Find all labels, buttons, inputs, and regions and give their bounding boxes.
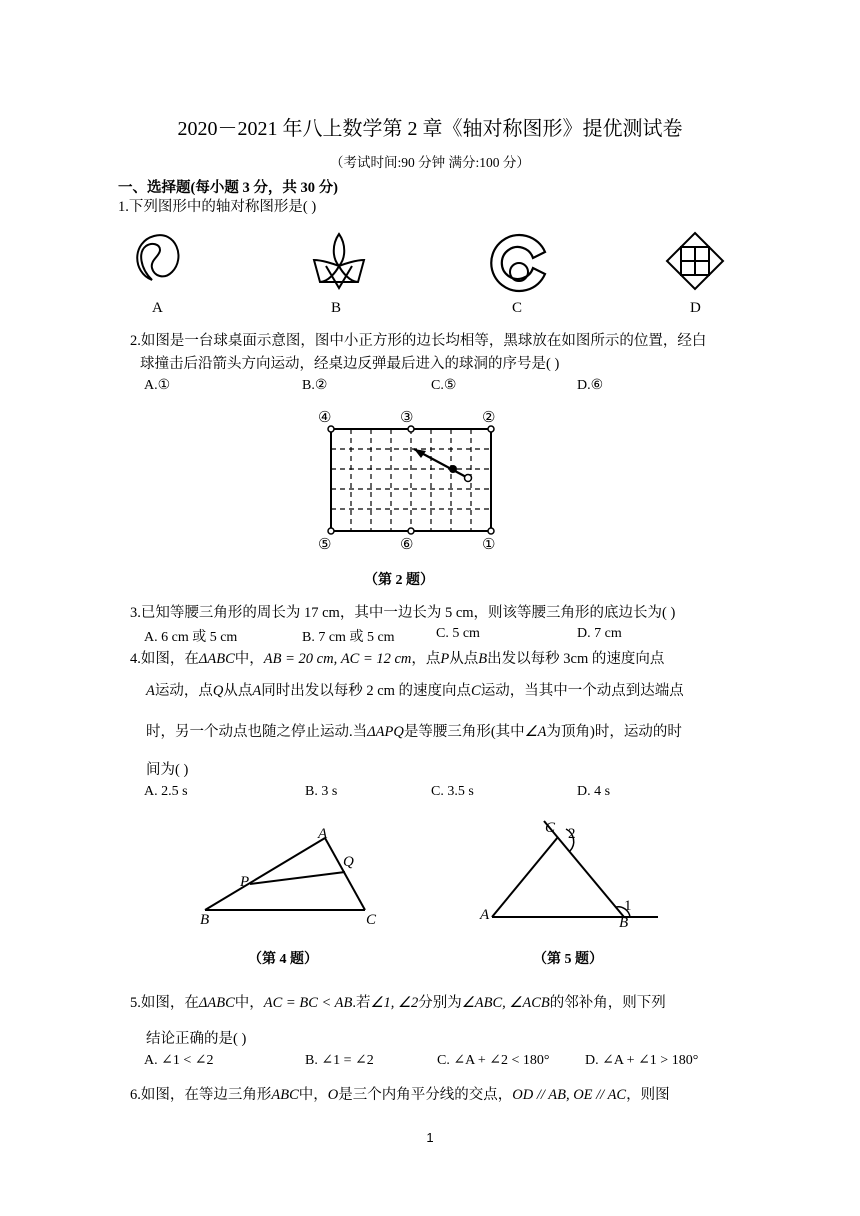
q2-caption: （第 2 题）	[364, 573, 434, 588]
q4-label-b: B	[200, 912, 210, 928]
q1-figure-c	[487, 232, 551, 292]
q5-caption: （第 5 题）	[533, 952, 603, 967]
question-5-line2: 结论正确的是( )	[146, 1031, 247, 1047]
q2-pocket-4: ④	[318, 410, 332, 426]
q2-pocket-1: ①	[482, 537, 496, 553]
q1-figure-d	[663, 230, 727, 292]
q4-option-c: C. 3.5 s	[431, 784, 474, 799]
q2-option-c: C.⑤	[431, 378, 457, 393]
q3-option-d: D. 7 cm	[577, 626, 622, 641]
exam-info: （考试时间:90 分钟 满分:100 分）	[330, 155, 530, 170]
question-6-line1: 6.如图，在等边三角形ABC中，O是三个内角平分线的交点，OD // AB, OE // AC，则图	[130, 1087, 670, 1103]
question-2-line1: 2.如图是一台球桌面示意图，图中小正方形的边长均相等，黑球放在如图所示的位置，经白	[130, 333, 707, 349]
q4-triangle-figure	[195, 820, 395, 930]
question-5-line1: 5.如图，在ΔABC中，AC = BC < AB.若∠1, ∠2分别为∠ABC, ∠ACB的邻补角，则下列	[130, 995, 666, 1011]
q4-label-c: C	[366, 912, 377, 928]
question-4-line4: 间为( )	[146, 762, 189, 778]
q5-label-c: C	[545, 820, 556, 836]
q5-option-a: A. ∠1 < ∠2	[144, 1053, 214, 1068]
question-4-line3: 时，另一个动点也随之停止运动.当ΔAPQ是等腰三角形(其中∠A为顶角)时，运动的时	[146, 724, 682, 740]
q4-option-b: B. 3 s	[305, 784, 338, 799]
q3-option-a: A. 6 cm 或 5 cm	[144, 630, 238, 645]
q4-label-a: A	[318, 826, 328, 842]
q1-label-d: D	[690, 300, 701, 316]
q2-pocket-5: ⑤	[318, 537, 332, 553]
q2-pocket-6: ⑥	[400, 537, 414, 553]
q3-option-b: B. 7 cm 或 5 cm	[302, 630, 395, 645]
page-number: 1	[426, 1130, 434, 1145]
q4-label-p: P	[240, 874, 250, 890]
q4-caption: （第 4 题）	[248, 952, 318, 967]
q1-label-c: C	[512, 300, 523, 316]
q5-label-b: B	[619, 915, 629, 931]
q4-option-a: A. 2.5 s	[144, 784, 188, 799]
section-heading: 一、选择题(每小题 3 分，共 30 分)	[118, 180, 338, 196]
q5-option-b: B. ∠1 = ∠2	[305, 1053, 374, 1068]
q1-figure-b	[308, 230, 370, 292]
q4-label-q: Q	[343, 854, 354, 870]
q1-label-b: B	[331, 300, 342, 316]
q2-option-a: A.①	[144, 378, 171, 393]
q5-label-a: A	[480, 907, 490, 923]
question-4-line1: 4.如图，在ΔABC中，AB = 20 cm, AC = 12 cm，点P从点B出发以每秒 3cm 的速度向点	[130, 651, 665, 667]
q5-label-2: 2	[568, 826, 576, 842]
q4-option-d: D. 4 s	[577, 784, 611, 799]
page-title: 2020－2021 年八上数学第 2 章《轴对称图形》提优测试卷	[177, 118, 683, 140]
q2-pocket-3: ③	[400, 410, 414, 426]
q2-pocket-2: ②	[482, 410, 496, 426]
q3-option-c: C. 5 cm	[436, 626, 480, 641]
q5-option-d: D. ∠A + ∠1 > 180°	[585, 1053, 699, 1068]
q2-option-b: B.②	[302, 378, 328, 393]
q5-option-c: C. ∠A + ∠2 < 180°	[437, 1053, 550, 1068]
q1-figure-a	[130, 232, 190, 292]
q5-label-1: 1	[624, 898, 632, 914]
question-4-line2: A运动，点Q从点A同时出发以每秒 2 cm 的速度向点C运动，当其中一个动点到达端点	[146, 683, 684, 699]
question-1-stem: 1.下列图形中的轴对称图形是( )	[118, 199, 317, 215]
q2-option-d: D.⑥	[577, 378, 604, 393]
q1-label-a: A	[152, 300, 163, 316]
question-3-stem: 3.已知等腰三角形的周长为 17 cm，其中一边长为 5 cm，则该等腰三角形的底边长为( )	[130, 605, 676, 621]
question-2-line2: 球撞击后沿箭头方向运动，经桌边反弹最后进入的球洞的序号是( )	[140, 356, 560, 372]
